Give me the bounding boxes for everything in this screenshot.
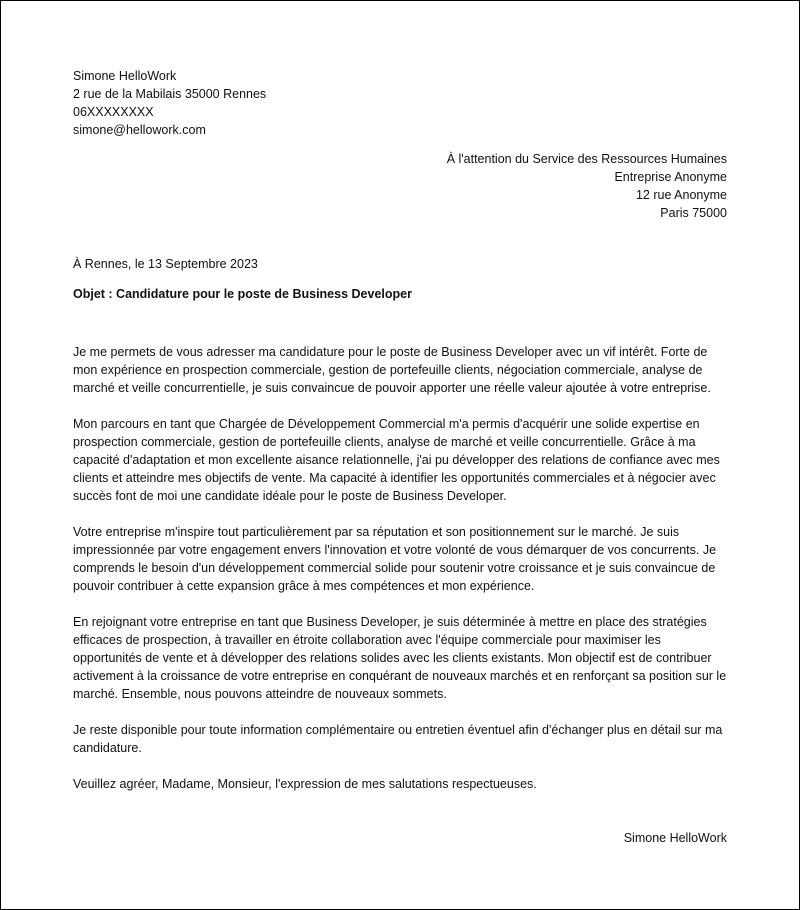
body-paragraph-experience: Mon parcours en tant que Chargée de Développement Commercial m'a permis d'acquérir une solide expertise en prospection commerciale, gestion de portefeuille clients, analyse de marché et veille concurrentielle. Grâce à ma capacité d'adaptation et mon excellente aisance relationnelle, j'ai pu développer des relations de confiance avec mes clients et atteindre mes objectifs de vente. Ma capacité à identifier les opportunités commerciales et à négocier avec succès font de moi une candidate idéale pour le poste de Business Developer.	[73, 417, 720, 503]
sender-email: simone@hellowork.com	[73, 123, 206, 137]
recipient-company: Entreprise Anonyme	[614, 170, 727, 184]
body-paragraph-closing: Veuillez agréer, Madame, Monsieur, l'expression de mes salutations respectueuses.	[73, 777, 537, 791]
signature: Simone HelloWork	[623, 831, 727, 845]
recipient-block	[307, 150, 727, 222]
recipient-attention: À l'attention du Service des Ressources Humaines	[446, 152, 727, 166]
recipient-city: Paris 75000	[660, 206, 727, 220]
letter-subject: Objet : Candidature pour le poste de Business Developer	[73, 287, 412, 301]
letter-body	[73, 343, 733, 811]
body-paragraph-availability: Je reste disponible pour toute information complémentaire ou entretien éventuel afin d'échanger plus en détail sur ma candidature.	[73, 723, 723, 755]
recipient-street: 12 rue Anonyme	[635, 188, 727, 202]
letter-date: À Rennes, le 13 Septembre 2023	[73, 257, 258, 271]
body-paragraph-motivation: Votre entreprise m'inspire tout particulièrement par sa réputation et son positionnement sur le marché. Je suis impressionnée par votre engagement envers l'innovation et votre volonté de vous démarquer de vos concurrents. Je comprends le besoin d'un développement commercial solide pour soutenir votre croissance et je suis convaincue de pouvoir contribuer à cette expansion grâce à mes compétences et mon expérience.	[73, 525, 717, 593]
body-paragraph-intro: Je me permets de vous adresser ma candidature pour le poste de Business Developer avec un vif intérêt. Forte de mon expérience en prospection commerciale, gestion de portefeuille clients, négociation commerciale, analyse de marché et veille concurrentielle, je suis convaincue de pouvoir apporter une réelle valeur ajoutée à votre entreprise.	[73, 345, 711, 395]
sender-block	[73, 67, 473, 139]
sender-phone: 06XXXXXXXX	[73, 105, 154, 119]
sender-address: 2 rue de la Mabilais 35000 Rennes	[73, 87, 267, 101]
body-paragraph-goals: En rejoignant votre entreprise en tant que Business Developer, je suis déterminée à mettre en place des stratégies efficaces de prospection, à travailler en étroite collaboration avec l'équipe commerciale pour maximiser les opportunités de vente et à développer des relations solides avec les clients existants. Mon objectif est de contribuer activement à la croissance de votre entreprise en conquérant de nouveaux marchés et en renforçant sa position sur le marché. Ensemble, nous pouvons atteindre de nouveaux sommets.	[73, 615, 727, 701]
sender-name: Simone HelloWork	[73, 69, 177, 83]
